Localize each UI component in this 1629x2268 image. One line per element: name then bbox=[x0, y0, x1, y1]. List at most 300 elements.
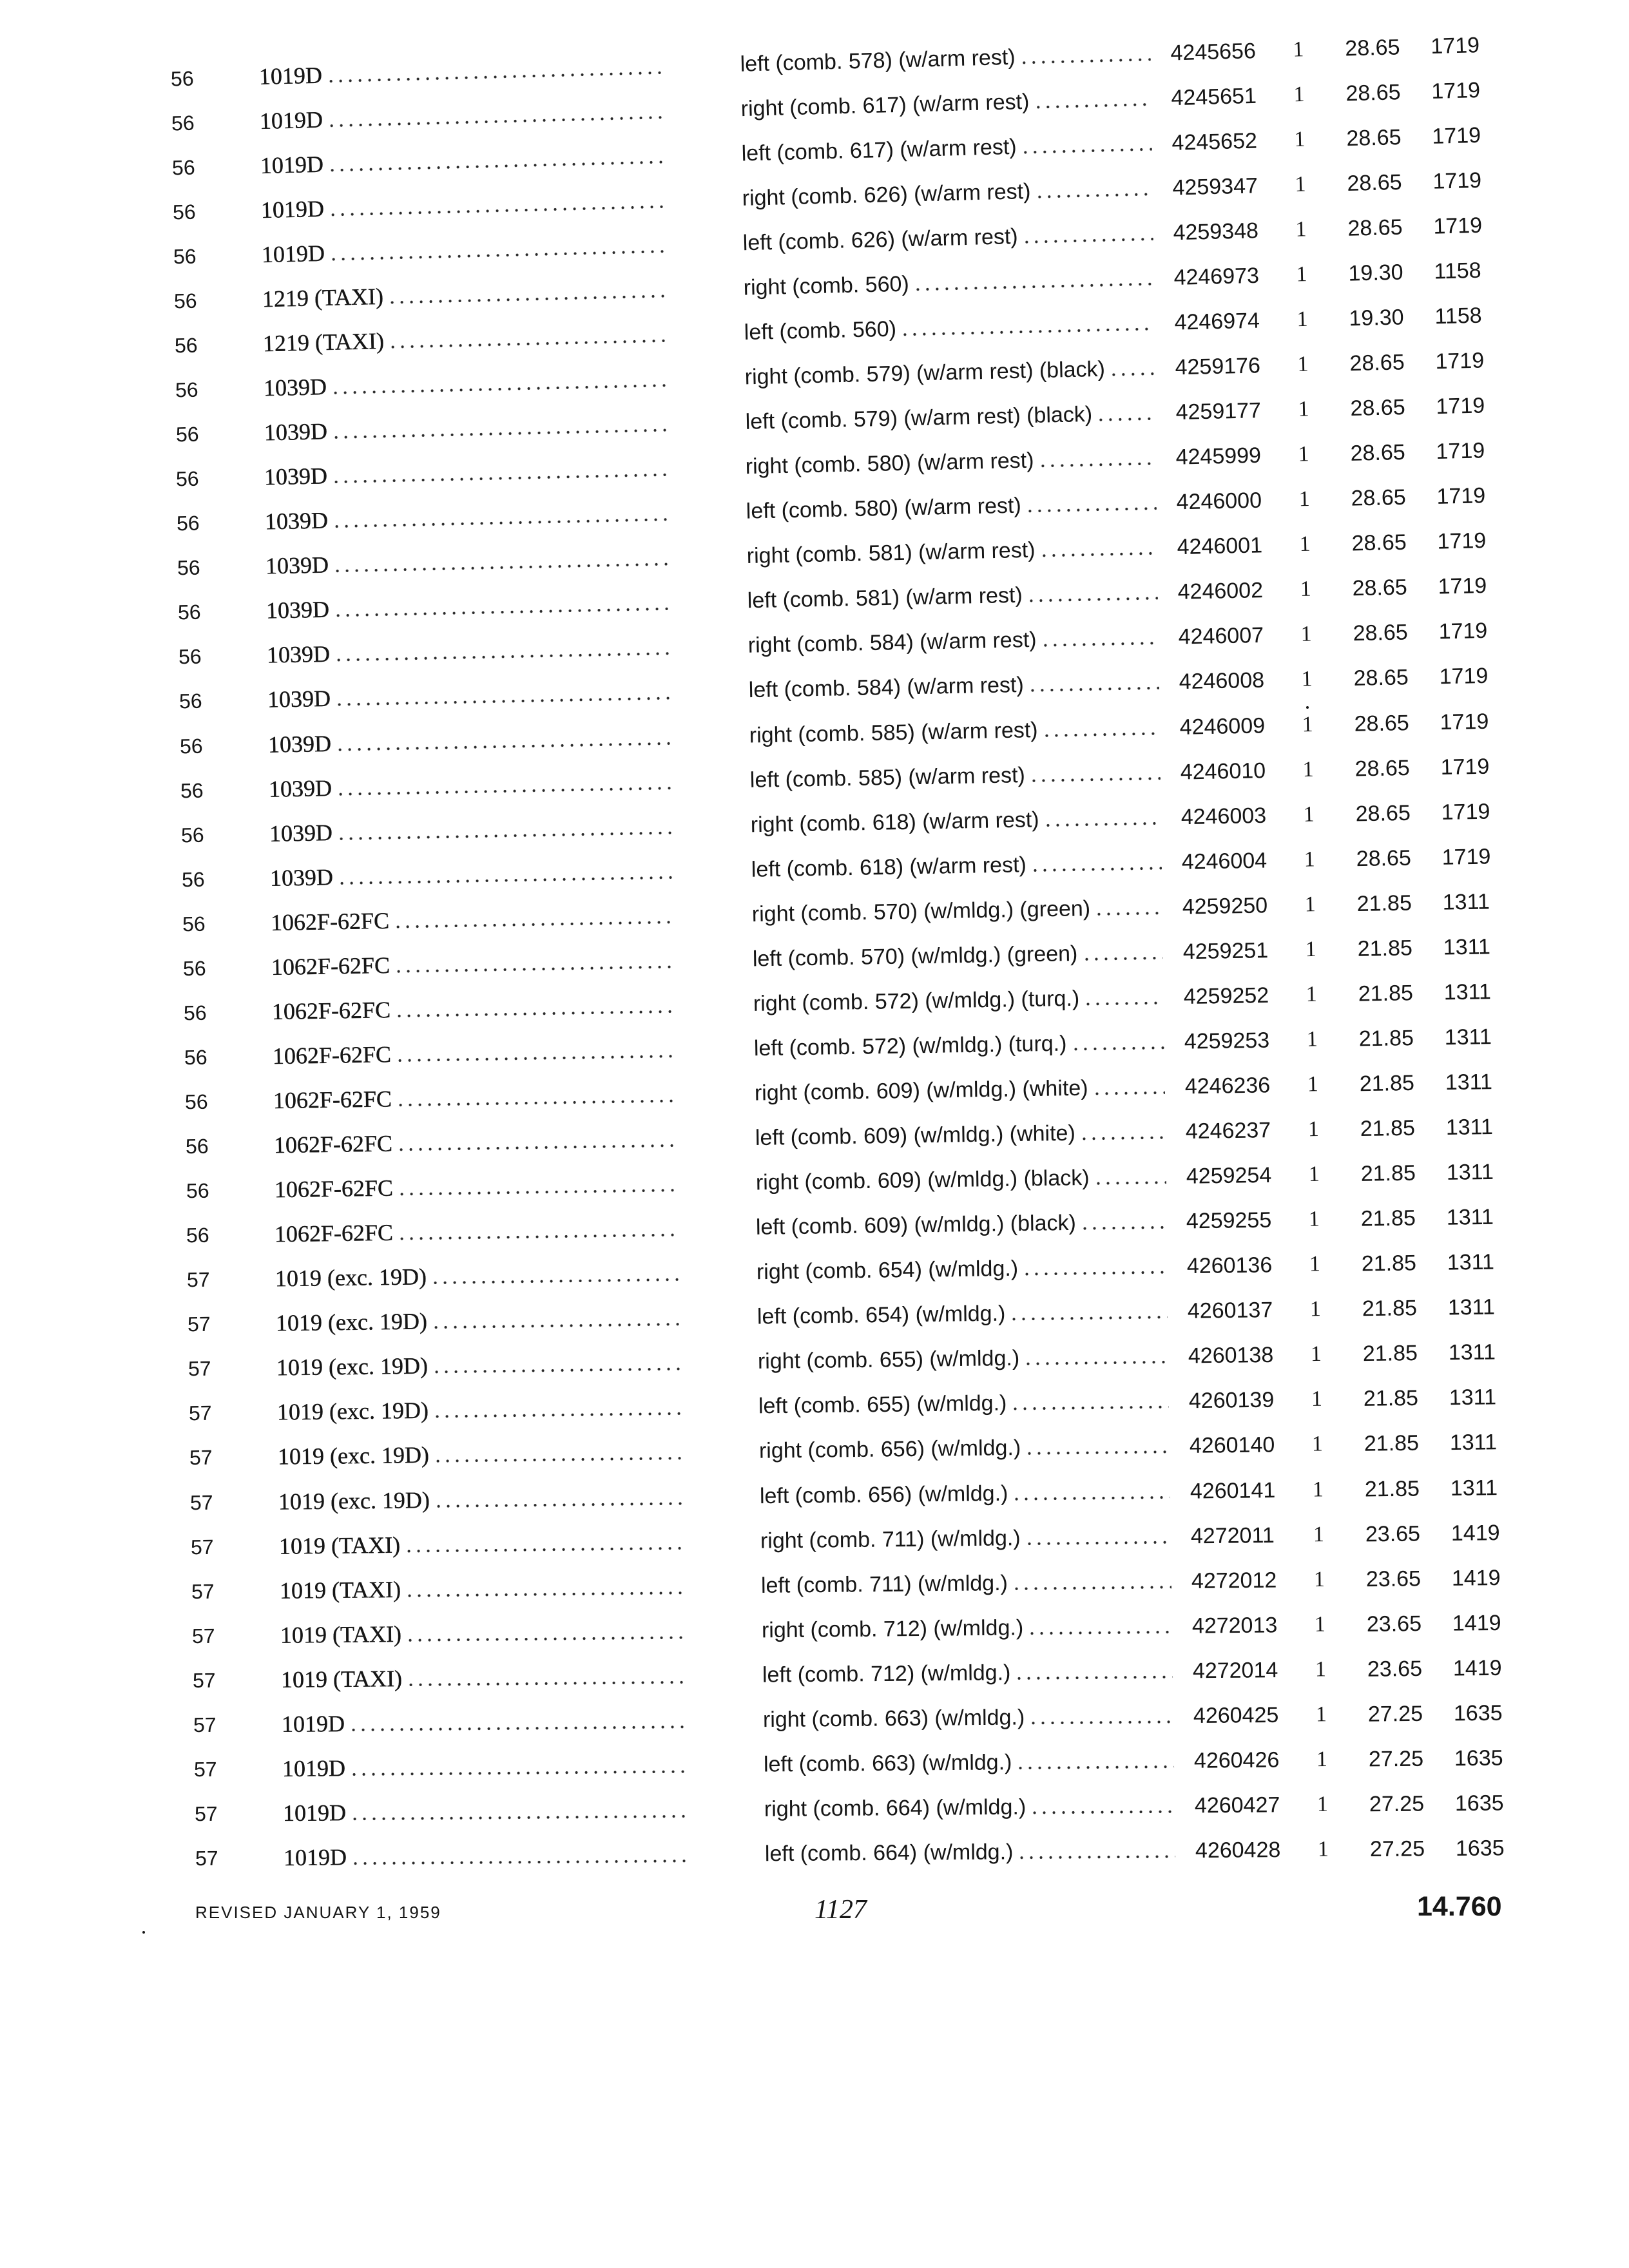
dot-leader bbox=[1028, 669, 1160, 698]
description-cell bbox=[760, 1523, 1171, 1553]
price-cell: 28.65 bbox=[1353, 620, 1409, 646]
description-text: left (comb. 664) (w/mldg.) bbox=[764, 1840, 1014, 1867]
description-cell bbox=[761, 1568, 1171, 1599]
model-cell bbox=[280, 1573, 683, 1604]
dot-leader bbox=[431, 1305, 680, 1334]
description-cell bbox=[751, 894, 1162, 927]
code-cell: 1635 bbox=[1453, 1700, 1503, 1726]
table-row bbox=[177, 528, 1505, 581]
dot-leader bbox=[1028, 760, 1161, 788]
description-text: left (comb. 560) bbox=[743, 316, 896, 345]
description-text: right (comb. 655) (w/mldg.) bbox=[757, 1346, 1020, 1374]
dot-leader bbox=[394, 1037, 676, 1067]
year-cell: 56 bbox=[184, 1045, 207, 1070]
model-text: 1039D bbox=[266, 641, 331, 669]
model-cell bbox=[262, 322, 666, 356]
quantity-cell: 1 bbox=[1314, 1612, 1325, 1637]
model-cell bbox=[280, 1618, 684, 1648]
description-text: left (comb. 572) (w/mldg.) (turq.) bbox=[753, 1031, 1067, 1061]
code-cell: 1158 bbox=[1434, 303, 1482, 329]
part-number-cell: 4246002 bbox=[1177, 578, 1264, 605]
dot-leader bbox=[433, 1439, 682, 1468]
dot-leader bbox=[1028, 1703, 1173, 1730]
year-cell: 56 bbox=[175, 378, 198, 402]
description-text: left (comb. 609) (w/mldg.) (white) bbox=[755, 1120, 1075, 1151]
model-cell bbox=[273, 1126, 677, 1158]
model-text: 1019D bbox=[260, 195, 325, 223]
table-row bbox=[193, 1655, 1520, 1693]
dot-leader bbox=[397, 1216, 678, 1245]
quantity-cell: 1 bbox=[1316, 1792, 1328, 1816]
part-number-cell: 4246003 bbox=[1181, 803, 1267, 829]
description-cell bbox=[744, 310, 1155, 345]
dot-leader bbox=[405, 1573, 683, 1602]
code-cell: 1311 bbox=[1443, 934, 1490, 960]
description-cell bbox=[757, 1254, 1167, 1285]
quantity-cell: 1 bbox=[1297, 397, 1309, 421]
code-cell: 1311 bbox=[1450, 1475, 1498, 1501]
dot-leader bbox=[393, 903, 675, 933]
model-cell bbox=[278, 1484, 682, 1514]
code-cell: 1719 bbox=[1430, 32, 1480, 59]
code-cell: 1635 bbox=[1455, 1836, 1505, 1861]
year-cell: 56 bbox=[177, 600, 202, 624]
dot-leader bbox=[1020, 130, 1152, 159]
quantity-cell: 1 bbox=[1292, 37, 1304, 62]
description-text: left (comb. 617) (w/arm rest) bbox=[741, 134, 1017, 166]
year-cell: 56 bbox=[182, 912, 206, 936]
description-cell bbox=[748, 624, 1159, 658]
part-number-cell: 4246974 bbox=[1173, 308, 1260, 335]
description-text: right (comb. 618) (w/arm rest) bbox=[750, 807, 1039, 837]
year-cell: 56 bbox=[180, 778, 204, 802]
model-text: 1039D bbox=[267, 730, 332, 758]
code-cell: 1311 bbox=[1449, 1385, 1497, 1410]
part-number-cell: 4246237 bbox=[1185, 1118, 1271, 1144]
part-number-cell: 4272014 bbox=[1192, 1657, 1278, 1684]
quantity-cell: 1 bbox=[1295, 217, 1307, 242]
quantity-cell: 1 bbox=[1298, 487, 1311, 512]
price-cell: 21.85 bbox=[1363, 1386, 1419, 1412]
model-cell bbox=[267, 635, 671, 668]
year-cell: 57 bbox=[189, 1490, 213, 1514]
dot-leader bbox=[1014, 1658, 1173, 1685]
model-cell bbox=[275, 1216, 679, 1247]
quantity-cell: 1 bbox=[1308, 1162, 1320, 1187]
code-cell: 1719 bbox=[1441, 799, 1490, 825]
table-row bbox=[182, 889, 1510, 937]
model-cell bbox=[258, 53, 662, 89]
price-cell: 28.65 bbox=[1351, 530, 1407, 556]
quantity-cell: 1 bbox=[1310, 1342, 1322, 1367]
part-number-cell: 4245656 bbox=[1170, 38, 1257, 66]
price-cell: 21.85 bbox=[1360, 1160, 1416, 1186]
dot-leader bbox=[350, 1841, 686, 1870]
year-cell: 57 bbox=[193, 1713, 217, 1736]
code-cell: 1719 bbox=[1440, 754, 1490, 780]
dot-leader bbox=[404, 1528, 682, 1557]
quantity-cell: 1 bbox=[1312, 1477, 1324, 1501]
model-text: 1039D bbox=[267, 686, 331, 713]
part-number-cell: 4259254 bbox=[1186, 1162, 1271, 1189]
code-cell: 1719 bbox=[1441, 844, 1491, 870]
code-cell: 1719 bbox=[1432, 213, 1483, 239]
code-cell: 1311 bbox=[1444, 1024, 1492, 1050]
model-cell bbox=[273, 1081, 677, 1113]
quantity-cell: 1 bbox=[1302, 712, 1314, 736]
description-cell bbox=[749, 669, 1160, 703]
description-text: left (comb. 570) (w/mldg.) (green) bbox=[752, 941, 1078, 972]
dot-leader bbox=[1108, 355, 1155, 382]
dot-leader bbox=[387, 322, 666, 354]
model-cell bbox=[282, 1797, 686, 1826]
dot-leader bbox=[331, 456, 668, 488]
dot-leader bbox=[1079, 1119, 1166, 1146]
year-cell: 56 bbox=[175, 422, 199, 447]
description-cell bbox=[741, 130, 1152, 166]
table-row bbox=[176, 437, 1503, 492]
price-cell: 27.25 bbox=[1368, 1746, 1423, 1772]
quantity-cell: 1 bbox=[1304, 847, 1315, 872]
description-cell bbox=[758, 1343, 1168, 1374]
table-row bbox=[178, 618, 1506, 670]
part-number-cell: 4260138 bbox=[1188, 1343, 1274, 1369]
description-text: right (comb. 656) (w/mldg.) bbox=[758, 1436, 1021, 1464]
dot-leader bbox=[1043, 804, 1161, 832]
price-cell: 27.25 bbox=[1369, 1791, 1424, 1817]
year-cell: 57 bbox=[188, 1357, 212, 1381]
part-number-cell: 4260427 bbox=[1194, 1792, 1280, 1818]
year-cell: 57 bbox=[187, 1267, 211, 1292]
table-row bbox=[184, 1024, 1511, 1071]
dot-leader bbox=[349, 1797, 686, 1825]
code-cell: 1719 bbox=[1431, 122, 1481, 149]
model-text: 1062F-62FC bbox=[271, 952, 390, 980]
dot-leader bbox=[349, 1707, 685, 1736]
dot-leader bbox=[337, 858, 674, 890]
part-number-cell: 4259177 bbox=[1175, 398, 1261, 425]
model-text: 1019D bbox=[261, 240, 325, 267]
year-cell: 57 bbox=[192, 1668, 216, 1692]
model-text: 1019D bbox=[258, 62, 323, 90]
dot-leader bbox=[327, 187, 664, 222]
model-cell bbox=[283, 1841, 686, 1870]
quantity-cell: 1 bbox=[1307, 1072, 1318, 1097]
price-cell: 28.65 bbox=[1349, 350, 1405, 376]
price-cell: 19.30 bbox=[1348, 305, 1404, 331]
part-number-cell: 4260137 bbox=[1187, 1298, 1273, 1324]
part-number-cell: 4259253 bbox=[1184, 1028, 1270, 1054]
dot-leader bbox=[1010, 1389, 1169, 1416]
year-cell: 56 bbox=[186, 1223, 210, 1247]
code-cell: 1311 bbox=[1445, 1114, 1493, 1140]
model-cell bbox=[276, 1305, 679, 1336]
description-text: right (comb. 617) (w/arm rest) bbox=[740, 89, 1030, 121]
code-cell: 1311 bbox=[1449, 1430, 1498, 1456]
dot-leader bbox=[1030, 849, 1162, 878]
description-cell bbox=[746, 490, 1157, 524]
scan-speck bbox=[142, 1931, 145, 1934]
price-cell: 19.30 bbox=[1347, 260, 1403, 286]
description-text: right (comb. 560) bbox=[743, 271, 909, 300]
code-cell: 1635 bbox=[1454, 1745, 1503, 1771]
price-cell: 21.85 bbox=[1357, 936, 1412, 961]
year-cell: 57 bbox=[193, 1757, 217, 1782]
price-cell: 21.85 bbox=[1362, 1341, 1418, 1367]
part-number-cell: 4260141 bbox=[1190, 1477, 1276, 1504]
year-cell: 56 bbox=[176, 466, 200, 491]
quantity-cell: 1 bbox=[1307, 1117, 1319, 1142]
description-cell bbox=[764, 1793, 1174, 1822]
part-number-cell: 4260140 bbox=[1189, 1432, 1275, 1459]
table-row bbox=[186, 1158, 1513, 1204]
description-cell bbox=[742, 175, 1153, 211]
model-text: 1019D bbox=[282, 1755, 345, 1782]
price-cell: 21.85 bbox=[1364, 1476, 1420, 1502]
dot-leader bbox=[393, 947, 675, 977]
description-text: left (comb. 579) (w/arm rest) (black) bbox=[744, 401, 1093, 434]
year-cell: 56 bbox=[171, 155, 195, 180]
table-row bbox=[189, 1429, 1517, 1470]
table-row bbox=[181, 798, 1509, 848]
price-cell: 21.85 bbox=[1362, 1296, 1418, 1321]
model-text: 1062F-62FC bbox=[273, 1086, 392, 1114]
code-cell: 1419 bbox=[1451, 1520, 1500, 1546]
code-cell: 1719 bbox=[1436, 483, 1486, 510]
code-cell: 1719 bbox=[1435, 393, 1485, 419]
price-cell: 28.65 bbox=[1354, 755, 1411, 782]
part-number-cell: 4260139 bbox=[1188, 1387, 1275, 1414]
model-text: 1019 (exc. 19D) bbox=[276, 1308, 428, 1336]
table-row bbox=[189, 1384, 1516, 1426]
description-text: left (comb. 580) (w/arm rest) bbox=[746, 493, 1022, 524]
model-text: 1019D bbox=[259, 106, 323, 134]
code-cell: 1419 bbox=[1452, 1610, 1501, 1636]
year-cell: 57 bbox=[191, 1624, 215, 1648]
year-cell: 57 bbox=[189, 1446, 213, 1470]
code-cell: 1719 bbox=[1434, 348, 1485, 374]
quantity-cell: 1 bbox=[1305, 937, 1316, 961]
price-cell: 28.65 bbox=[1353, 665, 1409, 691]
code-cell: 1719 bbox=[1432, 168, 1482, 194]
table-row bbox=[186, 1204, 1514, 1248]
model-text: 1039D bbox=[265, 552, 329, 579]
year-cell: 56 bbox=[178, 645, 202, 669]
model-text: 1019 (exc. 19D) bbox=[277, 1442, 430, 1470]
part-number-cell: 4259251 bbox=[1182, 937, 1269, 965]
quantity-cell: 1 bbox=[1300, 622, 1313, 647]
revision-date: REVISED JANUARY 1, 1959 bbox=[195, 1903, 441, 1922]
code-cell: 1311 bbox=[1448, 1340, 1496, 1365]
table-row bbox=[191, 1519, 1518, 1559]
year-cell: 56 bbox=[173, 289, 197, 313]
table-row bbox=[192, 1610, 1519, 1649]
table-row bbox=[177, 483, 1504, 537]
part-number-cell: 4245651 bbox=[1170, 83, 1257, 110]
year-cell: 56 bbox=[186, 1178, 209, 1203]
dot-leader bbox=[394, 992, 675, 1023]
table-row bbox=[173, 257, 1501, 314]
part-number-cell: 4246236 bbox=[1184, 1073, 1271, 1099]
model-text: 1019 (exc. 19D) bbox=[278, 1486, 430, 1515]
price-cell: 28.65 bbox=[1347, 215, 1403, 241]
description-cell bbox=[754, 1074, 1165, 1106]
dot-leader bbox=[387, 276, 666, 309]
code-cell: 1311 bbox=[1446, 1204, 1494, 1230]
part-number-cell: 4245999 bbox=[1175, 443, 1262, 470]
description-text: right (comb. 609) (w/mldg.) (white) bbox=[754, 1075, 1088, 1106]
price-cell: 28.65 bbox=[1350, 440, 1406, 466]
code-cell: 1311 bbox=[1447, 1249, 1495, 1275]
dot-leader bbox=[1093, 1164, 1166, 1191]
description-text: left (comb. 581) (w/arm rest) bbox=[747, 583, 1023, 613]
model-text: 1039D bbox=[264, 418, 327, 446]
description-cell bbox=[756, 1209, 1166, 1240]
price-cell: 28.65 bbox=[1356, 845, 1412, 871]
part-number-cell: 4260428 bbox=[1195, 1838, 1281, 1863]
description-text: left (comb. 618) (w/arm rest) bbox=[751, 852, 1027, 882]
code-cell: 1419 bbox=[1451, 1565, 1501, 1591]
quantity-cell: 1 bbox=[1315, 1702, 1327, 1727]
table-row bbox=[194, 1790, 1521, 1827]
model-cell bbox=[270, 903, 674, 936]
year-cell: 56 bbox=[179, 734, 204, 758]
dot-leader bbox=[900, 310, 1155, 341]
description-cell bbox=[752, 939, 1163, 972]
description-cell bbox=[763, 1703, 1173, 1733]
dot-leader bbox=[336, 769, 673, 801]
model-text: 1019 (exc. 19D) bbox=[276, 1398, 429, 1425]
model-cell bbox=[271, 992, 675, 1024]
quantity-cell: 1 bbox=[1309, 1252, 1321, 1276]
code-cell: 1311 bbox=[1445, 1070, 1492, 1095]
table-row bbox=[174, 302, 1501, 358]
description-cell bbox=[743, 265, 1154, 301]
description-cell bbox=[744, 355, 1155, 390]
year-cell: 57 bbox=[190, 1535, 214, 1559]
description-cell bbox=[758, 1389, 1169, 1419]
description-text: left (comb. 584) (w/arm rest) bbox=[748, 673, 1025, 703]
dot-leader bbox=[396, 1126, 677, 1157]
model-text: 1039D bbox=[264, 463, 328, 490]
year-cell: 56 bbox=[170, 66, 195, 91]
quantity-cell: 1 bbox=[1298, 442, 1310, 466]
year-cell: 56 bbox=[182, 956, 206, 981]
description-cell bbox=[747, 580, 1159, 614]
model-cell bbox=[268, 724, 672, 757]
dot-leader bbox=[1083, 984, 1164, 1011]
code-cell: 1719 bbox=[1438, 619, 1488, 644]
description-text: right (comb. 609) (w/mldg.) (black) bbox=[755, 1166, 1090, 1195]
dot-leader bbox=[912, 265, 1154, 297]
dot-leader bbox=[1094, 894, 1162, 921]
dot-leader bbox=[1024, 1523, 1171, 1550]
description-cell bbox=[762, 1658, 1173, 1687]
table-row bbox=[182, 934, 1510, 981]
dot-leader bbox=[1080, 1209, 1167, 1236]
price-cell: 21.85 bbox=[1356, 890, 1412, 916]
dot-leader bbox=[1030, 1793, 1175, 1820]
model-text: 1019D bbox=[281, 1710, 345, 1737]
model-cell bbox=[269, 769, 673, 802]
description-text: left (comb. 655) (w/mldg.) bbox=[758, 1391, 1007, 1419]
description-text: left (comb. 578) (w/arm rest) bbox=[740, 44, 1016, 77]
model-cell bbox=[264, 411, 668, 446]
dot-leader bbox=[1040, 624, 1159, 653]
code-cell: 1311 bbox=[1442, 889, 1490, 915]
description-text: right (comb. 664) (w/mldg.) bbox=[764, 1794, 1027, 1821]
part-number-cell: 4246007 bbox=[1178, 623, 1264, 649]
dot-leader bbox=[1039, 535, 1157, 563]
part-number-cell: 4260426 bbox=[1193, 1747, 1280, 1773]
table-row bbox=[187, 1249, 1514, 1293]
part-number-cell: 4272013 bbox=[1191, 1613, 1278, 1639]
price-cell: 21.85 bbox=[1360, 1115, 1415, 1142]
dot-leader bbox=[395, 1081, 677, 1111]
model-text: 1039D bbox=[264, 507, 329, 535]
year-cell: 56 bbox=[173, 244, 197, 269]
quantity-cell: 1 bbox=[1293, 82, 1305, 107]
model-text: 1062F-62FC bbox=[271, 996, 391, 1024]
description-text: right (comb. 711) (w/mldg.) bbox=[760, 1525, 1021, 1553]
model-text: 1219 (TAXI) bbox=[262, 327, 385, 357]
quantity-cell: 1 bbox=[1313, 1522, 1325, 1546]
model-text: 1062F-62FC bbox=[275, 1219, 394, 1247]
description-cell bbox=[762, 1613, 1172, 1643]
dot-leader bbox=[1041, 715, 1160, 742]
model-cell bbox=[265, 500, 669, 534]
dot-leader bbox=[334, 635, 671, 667]
dot-leader bbox=[334, 679, 671, 711]
dot-leader bbox=[326, 98, 663, 132]
price-cell: 27.25 bbox=[1367, 1701, 1423, 1727]
model-text: 1039D bbox=[269, 863, 334, 891]
dot-leader bbox=[349, 1752, 686, 1781]
code-cell: 1719 bbox=[1438, 573, 1487, 599]
year-cell: 56 bbox=[184, 1090, 208, 1114]
dot-leader bbox=[1009, 1299, 1168, 1327]
model-text: 1019 (TAXI) bbox=[278, 1532, 401, 1559]
model-cell bbox=[272, 1037, 676, 1069]
table-row bbox=[188, 1339, 1516, 1381]
table-row bbox=[180, 708, 1507, 759]
description-text: left (comb. 609) (w/mldg.) (black) bbox=[756, 1211, 1077, 1240]
dot-leader bbox=[1081, 939, 1163, 966]
model-cell bbox=[275, 1260, 679, 1292]
price-cell: 23.65 bbox=[1367, 1656, 1423, 1682]
part-number-cell: 4246973 bbox=[1173, 263, 1260, 290]
model-cell bbox=[259, 98, 663, 134]
model-text: 1019 (exc. 19D) bbox=[276, 1352, 429, 1381]
model-text: 1062F-62FC bbox=[270, 907, 390, 936]
part-number-cell: 4245652 bbox=[1171, 128, 1258, 155]
dot-leader bbox=[1023, 1343, 1168, 1371]
dot-leader bbox=[1037, 445, 1156, 474]
quantity-cell: 1 bbox=[1296, 307, 1308, 332]
quantity-cell: 1 bbox=[1304, 892, 1316, 917]
table-row bbox=[173, 212, 1500, 269]
part-number-cell: 4246008 bbox=[1179, 668, 1265, 695]
dot-leader bbox=[328, 232, 665, 265]
quantity-cell: 1 bbox=[1301, 667, 1313, 691]
price-cell: 28.65 bbox=[1346, 169, 1402, 196]
table-row bbox=[182, 843, 1509, 892]
description-cell bbox=[753, 984, 1164, 1016]
code-cell: 1719 bbox=[1437, 528, 1487, 554]
dot-leader bbox=[1021, 220, 1153, 249]
dot-leader bbox=[1095, 400, 1155, 427]
quantity-cell: 1 bbox=[1315, 1657, 1326, 1682]
